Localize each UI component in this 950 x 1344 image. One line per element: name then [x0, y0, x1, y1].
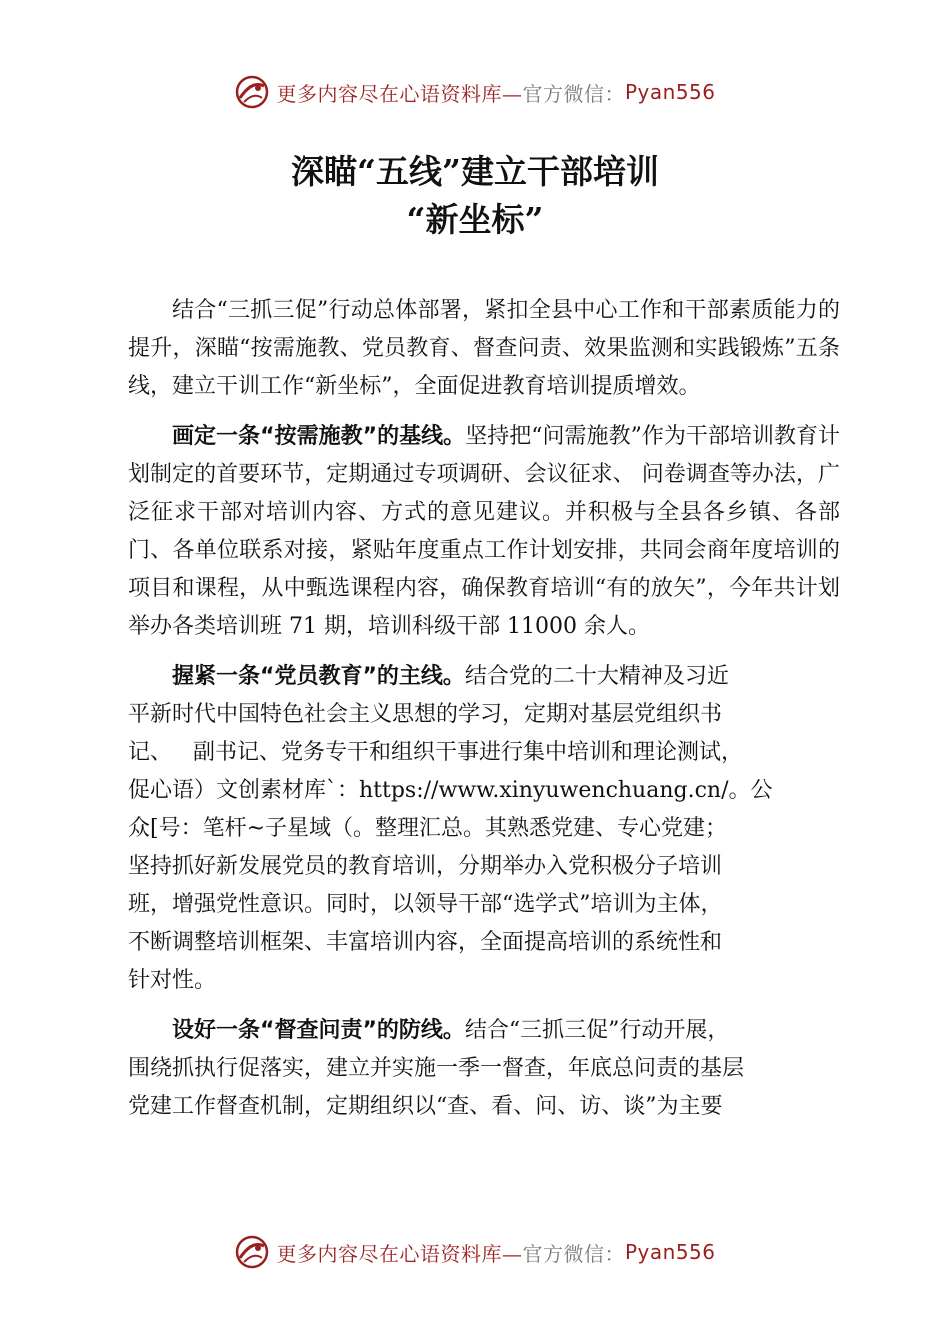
section-paragraph-1: [128, 418, 840, 646]
section-paragraph-3: [128, 1012, 840, 1126]
watermark-wechat-id: Pyan556: [624, 80, 716, 104]
title-line-1: 深瞄“五线”建立干部培训: [291, 152, 659, 191]
watermark-wechat-label: 官方微信：: [522, 81, 625, 106]
section-body-3-line-3: 党建工作督查机制，定期组织以“查、看、问、访、谈”为主要: [128, 1094, 723, 1119]
section-heading-1: 画定一条“按需施教”的基线。: [172, 424, 466, 449]
section-body-3-line-2: 围绕抓执行促落实，建立并实施一季一督查，年底总问责的基层: [128, 1056, 745, 1081]
section-heading-2: 握紧一条“党员教育”的主线。: [172, 664, 465, 689]
seal-logo-icon: [234, 74, 270, 110]
intro-paragraph: 结合“三抓三促”行动总体部署，紧扣全县中心工作和干部素质能力的提升，深瞄“按需施教、党员教育、督查问责、效果监测和实践锻炼”五条线，建立干训工作“新坐标”，全面促进教育培训提质增效。: [128, 298, 840, 399]
section-heading-3: 设好一条“督查问责”的防线。: [172, 1018, 465, 1043]
section-body-2-line-8: 不断调整培训框架、丰富培训内容，全面提高培训的系统性和: [128, 930, 723, 955]
section-body-2-line-5: 众[号：笔杆~子星域（。整理汇总。其熟悉党建、专心党建；: [128, 816, 728, 841]
section-body-2-line-4: 促心语）文创素材库`：https://www.xinyuwenchuang.cn/。公: [128, 778, 773, 803]
watermark-wechat-label: 官方微信：: [522, 1241, 625, 1266]
section-body-2-line-2: 平新时代中国特色社会主义思想的学习，定期对基层党组织书: [128, 702, 723, 727]
document-body: [128, 292, 840, 1138]
section-body-2-line-1: 结合党的二十大精神及习近: [464, 664, 729, 689]
section-body-3-line-1: 结合“三抓三促”行动开展，: [464, 1018, 730, 1043]
watermark-wechat-id: Pyan556: [624, 1240, 716, 1264]
watermark-text: 更多内容尽在心语资料库—: [276, 1241, 523, 1266]
section-body-2-line-9: 针对性。: [128, 968, 217, 993]
watermark-text: 更多内容尽在心语资料库—: [276, 81, 523, 106]
page-title: [0, 148, 950, 244]
title-line-2: “新坐标”: [406, 200, 544, 239]
watermark-banner-top: [0, 70, 950, 114]
seal-logo-icon: [234, 1234, 270, 1270]
section-body-2-line-7: 班，增强党性意识。同时，以领导干部“选学式”培训为主体，: [128, 892, 723, 917]
watermark-banner-bottom: [0, 1230, 950, 1274]
section-body-2-line-6: 坚持抓好新发展党员的教育培训，分期举办入党积极分子培训: [128, 854, 723, 879]
section-paragraph-2: [128, 658, 840, 1000]
section-body-1: 坚持把“问需施教”作为干部培训教育计划制定的首要环节，定期通过专项调研、会议征求、 问卷调查等办法，广泛征求干部对培训内容、方式的意见建议。并积极与全县各乡镇、各部门、各单位联系对接，紧贴年度重点工作计划安排，共同会商年度培训的项目和课程，从中甄选课程内容，确保教育培训“有的放矢”，今年共计划举办各类培训班 71 期，培训科级干部 11000 余人。: [128, 424, 840, 639]
section-body-2-line-3: 记、 副书记、党务专干和组织干事进行集中培训和理论测试，: [128, 740, 743, 765]
